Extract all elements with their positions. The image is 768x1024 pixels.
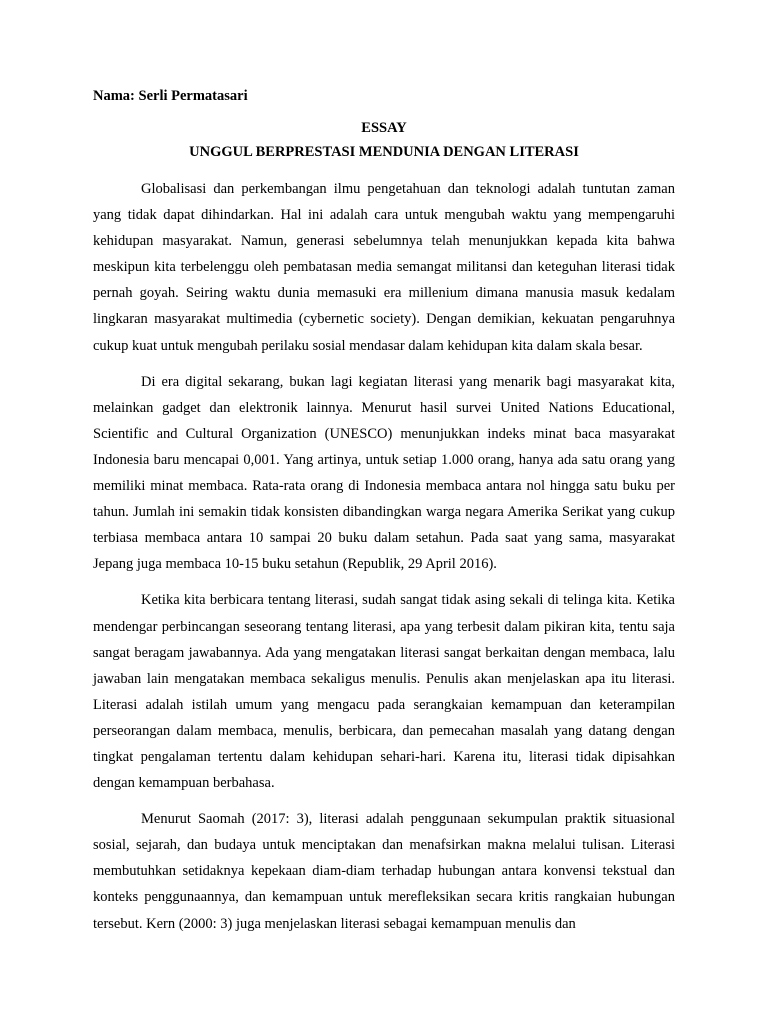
author-line: Nama: Serli Permatasari — [93, 88, 248, 104]
paragraph: Globalisasi dan perkembangan ilmu pengetahuan dan teknologi adalah tuntutan zaman yang tidak dapat dihindarkan. Hal ini adalah cara untuk mengubah waktu yang mempengaruhi kehidupan masyarakat. Namun, generasi sebelumnya telah menunjukkan kepada kita bahwa meskipun kita terbelenggu oleh pembatasan media semangat militansi dan keteguhan literasi tidak pernah goyah. Seiring waktu dunia memasuki era millenium dimana manusia masuk kedalam lingkaran masyarakat multimedia (cybernetic society). Dengan demikian, kekuatan pengaruhnya cukup kuat untuk mengubah perilaku sosial mendasar dalam kehidupan kita dalam skala besar. — [93, 181, 675, 354]
paragraph: Ketika kita berbicara tentang literasi, sudah sangat tidak asing sekali di telinga kita. Ketika mendengar perbincangan seseorang tentang literasi, apa yang terbesit dalam pikiran kita, tentu saja sangat beragam jawabannya. Ada yang mengatakan literasi sangat berkaitan dengan membaca, lalu jawaban lain mengatakan membaca sekaligus menulis. Penulis akan menjelaskan apa itu literasi. Literasi adalah istilah umum yang mengacu pada serangkaian kemampuan dan keterampilan perseorangan dalam membaca, menulis, berbicara, dan pemecahan masalah yang datang dengan tingkat pengalaman tertentu dalam kehidupan sehari-hari. Karena itu, literasi tidak dipisahkan dengan kemampuan berbahasa. — [93, 592, 675, 792]
essay-title: UNGGUL BERPRESTASI MENDUNIA DENGAN LITERASI — [189, 144, 579, 160]
paragraph: Di era digital sekarang, bukan lagi kegiatan literasi yang menarik bagi masyarakat kita, melainkan gadget dan elektronik lainnya. Menurut hasil survei United Nations Educational, Scientific and Cultural Organization (UNESCO) menunjukkan indeks minat baca masyarakat Indonesia baru mencapai 0,001. Yang artinya, untuk setiap 1.000 orang, hanya ada satu orang yang memiliki minat membaca. Rata-rata orang di Indonesia membaca antara nol hingga satu buku per tahun. Jumlah ini semakin tidak konsisten dibandingkan warga negara Amerika Serikat yang cukup terbiasa membaca antara 10 sampai 20 buku dalam setahun. Pada saat yang sama, masyarakat Jepang juga membaca 10-15 buku setahun (Republik, 29 April 2016). — [93, 373, 675, 573]
document-page — [93, 84, 675, 947]
essay-heading: ESSAY — [361, 120, 407, 136]
paragraph: Menurut Saomah (2017: 3), literasi adalah penggunaan sekumpulan praktik situasional sosial, sejarah, dan budaya untuk menciptakan dan menafsirkan makna melalui tulisan. Literasi membutuhkan setidaknya kepekaan diam-diam terhadap hubungan antara konvensi tekstual dan konteks penggunaannya, dan kemampuan untuk merefleksikan secara kritis rangkaian hubungan tersebut. Kern (2000: 3) juga menjelaskan literasi sebagai kemampuan menulis dan — [93, 811, 675, 932]
